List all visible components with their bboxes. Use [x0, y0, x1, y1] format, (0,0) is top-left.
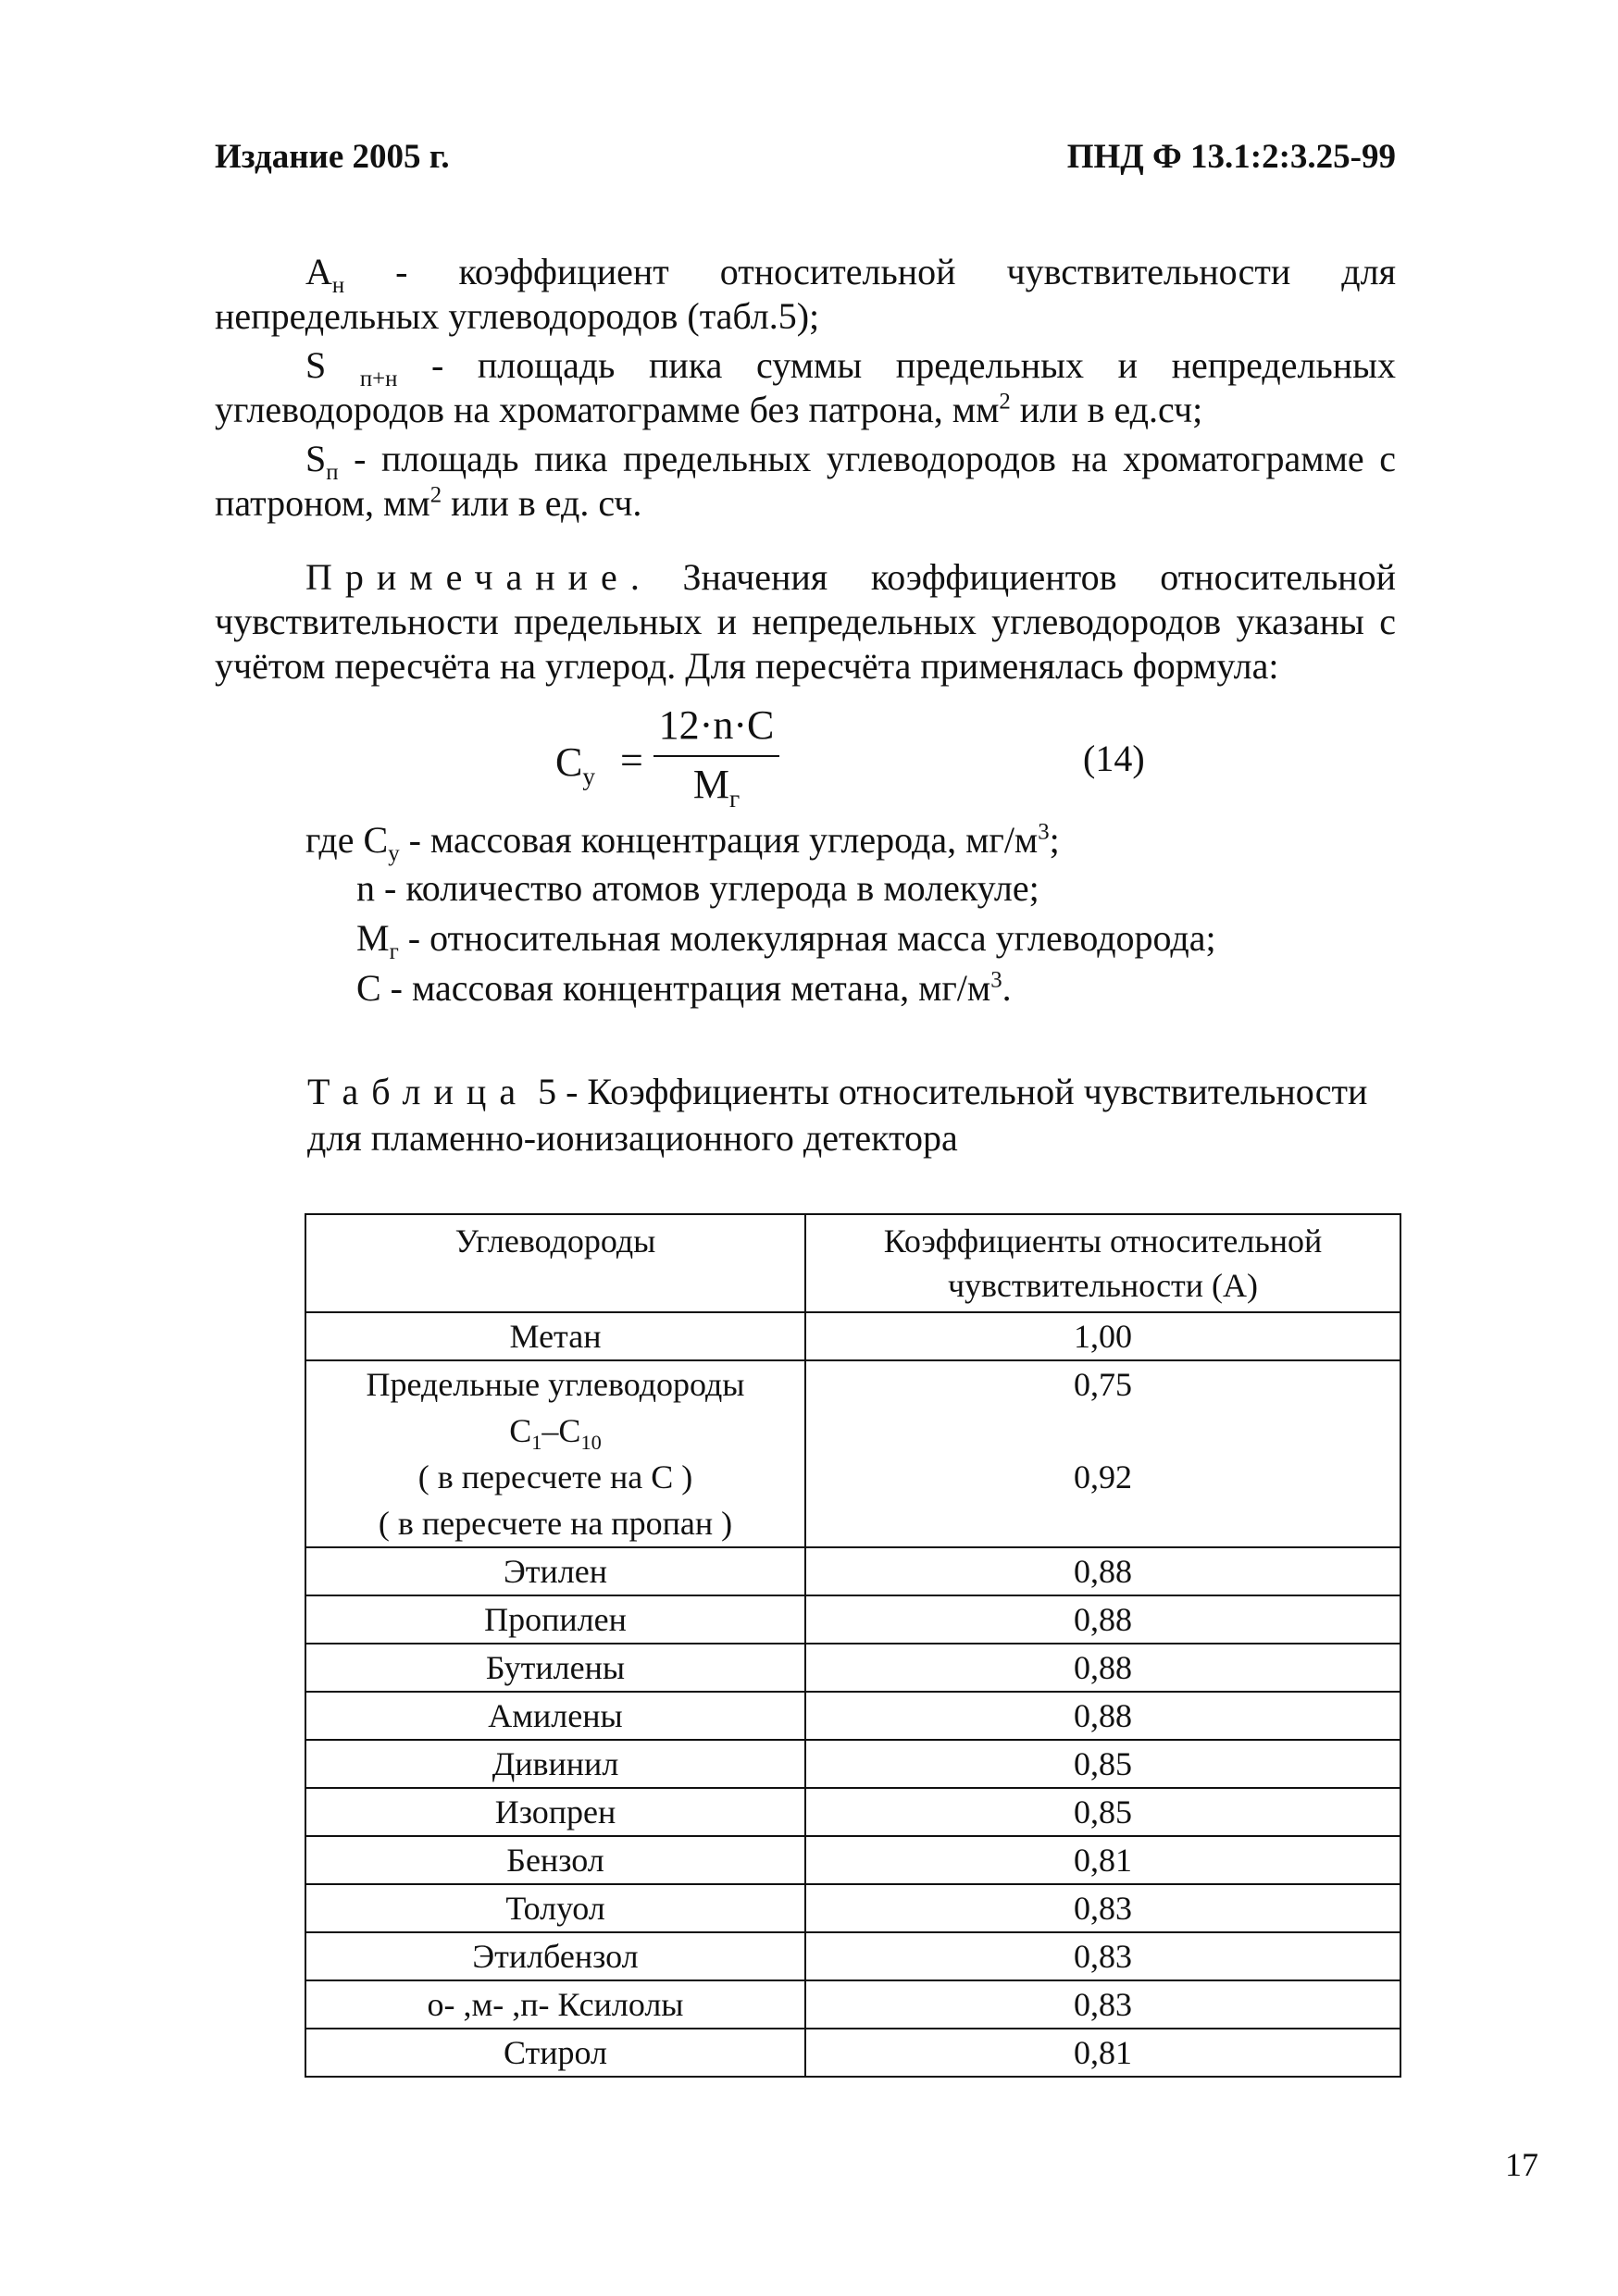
formula-14	[555, 701, 833, 822]
row-name: Этилбензол	[305, 1932, 805, 1980]
table-row	[305, 1932, 1400, 1980]
table-row	[305, 1884, 1400, 1932]
note-label: Примечание	[305, 556, 630, 598]
row-value: 0,81	[805, 2029, 1400, 2077]
group-name-cell	[305, 1360, 805, 1547]
row-value: 0,81	[805, 1836, 1400, 1884]
formula-equals: =	[620, 738, 643, 783]
group-formula: $C_1-C_{10}$	[509, 1412, 602, 1455]
group-basis-carbon: ( в пересчете на С )	[417, 1458, 693, 1496]
formula-lhs: $С_у$	[555, 739, 595, 790]
group-value-propane: 0,92	[1074, 1458, 1132, 1496]
table-row	[305, 1740, 1400, 1788]
row-name: Пропилен	[305, 1595, 805, 1644]
row-value: 0,85	[805, 1788, 1400, 1836]
row-name: Бензол	[305, 1836, 805, 1884]
table-row	[305, 1312, 1400, 1360]
row-name: Толуол	[305, 1884, 805, 1932]
formula-denominator: $M_г$	[692, 762, 741, 813]
table-caption-label: Таблица	[307, 1071, 529, 1112]
note-paragraph: Примечание. Значения коэффициентов относительной чувствительности предельных и непредельных углеводородов указаны с учётом пересчёта на углерод. Для пересчёта применялась формула:	[215, 556, 1396, 687]
group-name: Предельные углеводороды	[366, 1366, 745, 1403]
edition-header: Издание 2005 г.	[215, 138, 450, 176]
where-mg: $M_г$ - относительная молекулярная масса углеводорода;	[356, 917, 1216, 964]
row-value: 0,83	[805, 1980, 1400, 2029]
row-name: Амилены	[305, 1692, 805, 1740]
formula-numerator: 12·n·C	[658, 702, 775, 748]
row-value: 0,85	[805, 1740, 1400, 1788]
header-coefficients: Коэффициенты относительной чувствительности (А)	[805, 1214, 1400, 1312]
table-row	[305, 2029, 1400, 2077]
definition-s-p: $S_п$ - площадь пика предельных углеводородов на хроматограмме с патроном, $мм^2$ или в ед. сч.	[215, 438, 1396, 524]
row-name: Бутилены	[305, 1644, 805, 1692]
table-row	[305, 1644, 1400, 1692]
where-cy: где $С_у$ - массовая концентрация углерода, $мг/м^3$;	[305, 819, 1060, 866]
where-c: C - массовая концентрация метана, $мг/м^3$.	[356, 967, 1012, 1009]
row-value: 0,83	[805, 1884, 1400, 1932]
table-row	[305, 1836, 1400, 1884]
row-name: Этилен	[305, 1547, 805, 1595]
row-value: 0,88	[805, 1595, 1400, 1644]
sensitivity-table	[305, 1213, 1401, 2078]
document-code-header: ПНД Ф 13.1:2:3.25-99	[1066, 138, 1396, 176]
table-row	[305, 1595, 1400, 1644]
group-value-cell	[805, 1360, 1400, 1547]
row-value: 0,88	[805, 1547, 1400, 1595]
row-value: 0,88	[805, 1692, 1400, 1740]
row-name: Стирол	[305, 2029, 805, 2077]
row-value: 0,83	[805, 1932, 1400, 1980]
row-value: 1,00	[805, 1312, 1400, 1360]
row-name: Метан	[305, 1312, 805, 1360]
group-basis-propane: ( в пересчете на пропан )	[378, 1505, 733, 1542]
table-header-row	[305, 1214, 1400, 1312]
definition-a-n: $А_н$ - коэффициент относительной чувствительности для непредельных углеводородов (табл.5);	[215, 251, 1396, 337]
table-row-group	[305, 1360, 1400, 1547]
formula-number: (14)	[1083, 738, 1145, 779]
row-name: Дивинил	[305, 1740, 805, 1788]
row-name: Изопрен	[305, 1788, 805, 1836]
table-row	[305, 1788, 1400, 1836]
group-value-carbon: 0,75	[1074, 1366, 1132, 1403]
table-row	[305, 1547, 1400, 1595]
definition-s-pn: S $_{п+н}$ - площадь пика суммы предельных и непредельных углеводородов на хроматограмме без патрона, $мм^2$ или в ед.сч;	[215, 344, 1397, 430]
row-value: 0,88	[805, 1644, 1400, 1692]
table-row	[305, 1692, 1400, 1740]
table-row	[305, 1980, 1400, 2029]
header-hydrocarbons: Углеводороды	[305, 1214, 805, 1312]
row-name: о- ,м- ,п- Ксилолы	[305, 1980, 805, 2029]
page-number: 17	[1505, 2146, 1538, 2183]
table-caption: Таблица 5 - Коэффициенты относительной чувствительности для пламенно-ионизационного детектора	[307, 1071, 1368, 1159]
formula-fraction-bar	[653, 755, 779, 757]
where-n: n - количество атомов углерода в молекуле;	[356, 867, 1039, 909]
